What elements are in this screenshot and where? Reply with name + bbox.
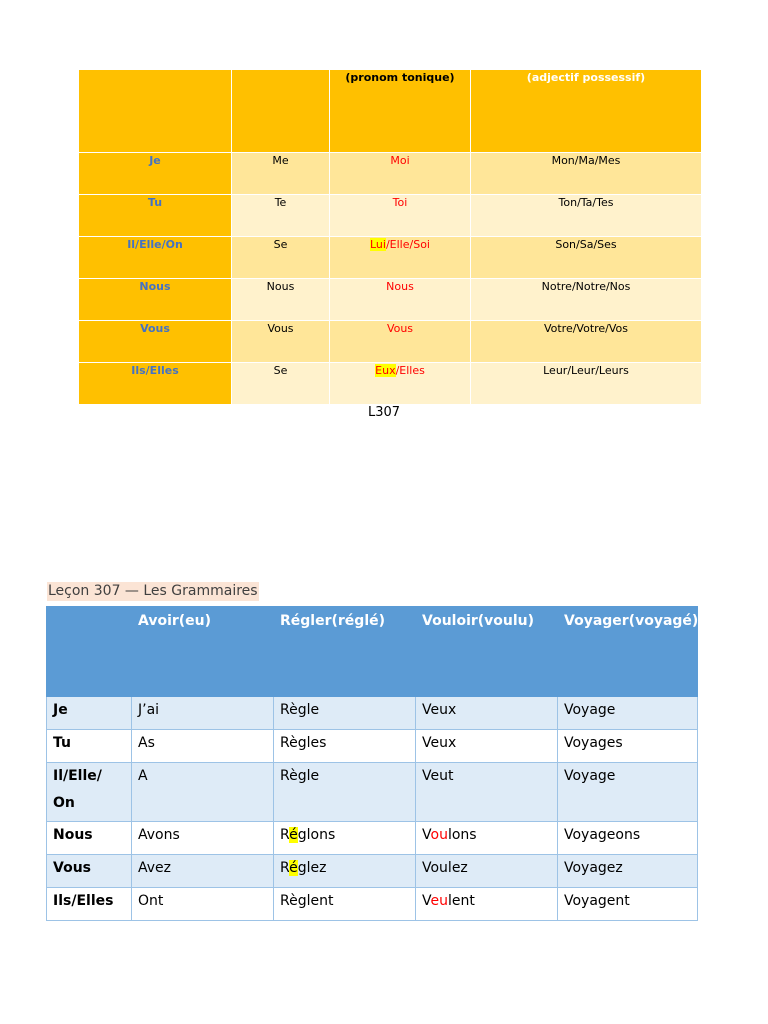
vouloir-cell <box>416 763 558 822</box>
subject-pronoun-cell: Il/Elle/On <box>79 237 232 279</box>
regler-cell <box>274 822 416 855</box>
voyager-cell: Voyages <box>558 730 698 763</box>
voyager-cell: Voyageons <box>558 822 698 855</box>
subject-cell: Il/Elle/ On <box>47 763 132 822</box>
avoir-cell: A <box>132 763 274 822</box>
subject-cell: Ils/Elles <box>47 888 132 921</box>
table-row <box>79 237 702 279</box>
verb-segment: Veut <box>422 768 454 784</box>
verb-segment: lent <box>448 893 475 909</box>
tonic-pronoun-cell <box>330 237 471 279</box>
verb-segment: Règle <box>280 702 320 718</box>
regler-cell <box>274 855 416 888</box>
subject-pronoun-cell: Tu <box>79 195 232 237</box>
verb-segment: Règles <box>280 735 327 751</box>
object-pronoun-cell: Nous <box>232 279 330 321</box>
avoir-cell: As <box>132 730 274 763</box>
table-row <box>79 363 702 405</box>
table-row <box>47 697 698 730</box>
tonic-pronoun-segment: Nous <box>386 280 414 293</box>
verb-segment: eu <box>430 893 448 909</box>
lesson-title: Leçon 307 — Les Grammaires <box>48 583 258 599</box>
voyager-cell: Voyagent <box>558 888 698 921</box>
header-text: Vouloir(voulu) <box>422 613 535 629</box>
vouloir-cell <box>416 822 558 855</box>
subject-pronoun-cell: Vous <box>79 321 232 363</box>
tonic-pronoun-segment: Lui <box>370 238 386 251</box>
verb-segment: glez <box>297 860 327 876</box>
tonic-pronoun-cell <box>330 195 471 237</box>
vouloir-cell <box>416 730 558 763</box>
header-text: Régler(réglé) <box>280 613 386 629</box>
object-pronoun-cell: Te <box>232 195 330 237</box>
possessive-adjective-cell: Votre/Votre/Vos <box>471 321 702 363</box>
pronoun-header-possessive <box>471 70 702 153</box>
table-row <box>79 153 702 195</box>
header-subtext: (adjectif possessif) <box>526 71 646 84</box>
table-row <box>47 888 698 921</box>
tonic-pronoun-segment: Vous <box>386 322 414 335</box>
table-caption: L307 <box>367 405 401 420</box>
tonic-pronoun-cell <box>330 153 471 195</box>
subject-cell: Nous <box>47 822 132 855</box>
table-row <box>47 822 698 855</box>
subject-pronoun-cell: Nous <box>79 279 232 321</box>
verb-segment: R <box>280 860 290 876</box>
verb-segment: Voulez <box>422 860 468 876</box>
tonic-pronoun-segment: Moi <box>390 154 410 167</box>
tonic-pronoun-segment: /Elles <box>395 364 425 377</box>
avoir-cell: Avez <box>132 855 274 888</box>
tonic-pronoun-cell <box>330 321 471 363</box>
object-pronoun-cell: Se <box>232 237 330 279</box>
conj-header-voyager <box>558 607 698 697</box>
pronoun-header-tonic <box>330 70 471 153</box>
voyager-cell: Voyage <box>558 697 698 730</box>
verb-segment: ou <box>430 827 448 843</box>
table-row <box>47 763 698 822</box>
tonic-pronoun-cell <box>330 363 471 405</box>
subject-cell: Tu <box>47 730 132 763</box>
vouloir-cell <box>416 855 558 888</box>
verb-segment: Veux <box>422 735 457 751</box>
pronoun-header-object <box>232 70 330 153</box>
object-pronoun-cell: Me <box>232 153 330 195</box>
possessive-adjective-cell: Leur/Leur/Leurs <box>471 363 702 405</box>
voyager-cell: Voyage <box>558 763 698 822</box>
verb-segment: é <box>289 827 298 843</box>
conjugation-body <box>47 697 698 921</box>
possessive-adjective-cell: Notre/Notre/Nos <box>471 279 702 321</box>
table-row <box>79 279 702 321</box>
conj-header-avoir <box>132 607 274 697</box>
subject-pronoun-cell: Ils/Elles <box>79 363 232 405</box>
table-row <box>47 730 698 763</box>
vouloir-cell <box>416 697 558 730</box>
tonic-pronoun-segment: /Elle/Soi <box>385 238 430 251</box>
conjugation-header-row <box>47 607 698 697</box>
pronoun-body <box>79 153 702 405</box>
voyager-cell: Voyagez <box>558 855 698 888</box>
avoir-cell: Avons <box>132 822 274 855</box>
object-pronoun-cell: Vous <box>232 321 330 363</box>
verb-segment: V <box>422 827 431 843</box>
conj-header-regler <box>274 607 416 697</box>
verb-segment: R <box>280 827 290 843</box>
object-pronoun-cell: Se <box>232 363 330 405</box>
table-row <box>79 195 702 237</box>
conj-header-vouloir <box>416 607 558 697</box>
pronoun-table <box>78 69 702 405</box>
avoir-cell: J’ai <box>132 697 274 730</box>
conjugation-table <box>46 606 698 921</box>
avoir-cell: Ont <box>132 888 274 921</box>
header-text: Voyager(voyagé) <box>564 613 699 629</box>
possessive-adjective-cell: Ton/Ta/Tes <box>471 195 702 237</box>
vouloir-cell <box>416 888 558 921</box>
conj-header-subject <box>47 607 132 697</box>
regler-cell <box>274 697 416 730</box>
pronoun-header-subject <box>79 70 232 153</box>
table-row <box>79 321 702 363</box>
possessive-adjective-cell: Son/Sa/Ses <box>471 237 702 279</box>
header-text: Avoir(eu) <box>138 613 212 629</box>
regler-cell <box>274 730 416 763</box>
verb-segment: é <box>289 860 298 876</box>
verb-segment: Règlent <box>280 893 334 909</box>
regler-cell <box>274 763 416 822</box>
verb-segment: glons <box>297 827 336 843</box>
tonic-pronoun-segment: Eux <box>375 364 396 377</box>
subject-cell: Vous <box>47 855 132 888</box>
possessive-adjective-cell: Mon/Ma/Mes <box>471 153 702 195</box>
pronoun-header-row <box>79 70 702 153</box>
verb-segment: Règle <box>280 768 320 784</box>
verb-segment: V <box>422 893 431 909</box>
verb-segment: Veux <box>422 702 457 718</box>
header-subtext: (pronom tonique) <box>345 71 455 84</box>
table-row <box>47 855 698 888</box>
verb-segment: lons <box>447 827 477 843</box>
tonic-pronoun-segment: Toi <box>392 196 408 209</box>
subject-cell: Je <box>47 697 132 730</box>
regler-cell <box>274 888 416 921</box>
tonic-pronoun-cell <box>330 279 471 321</box>
subject-pronoun-cell: Je <box>79 153 232 195</box>
